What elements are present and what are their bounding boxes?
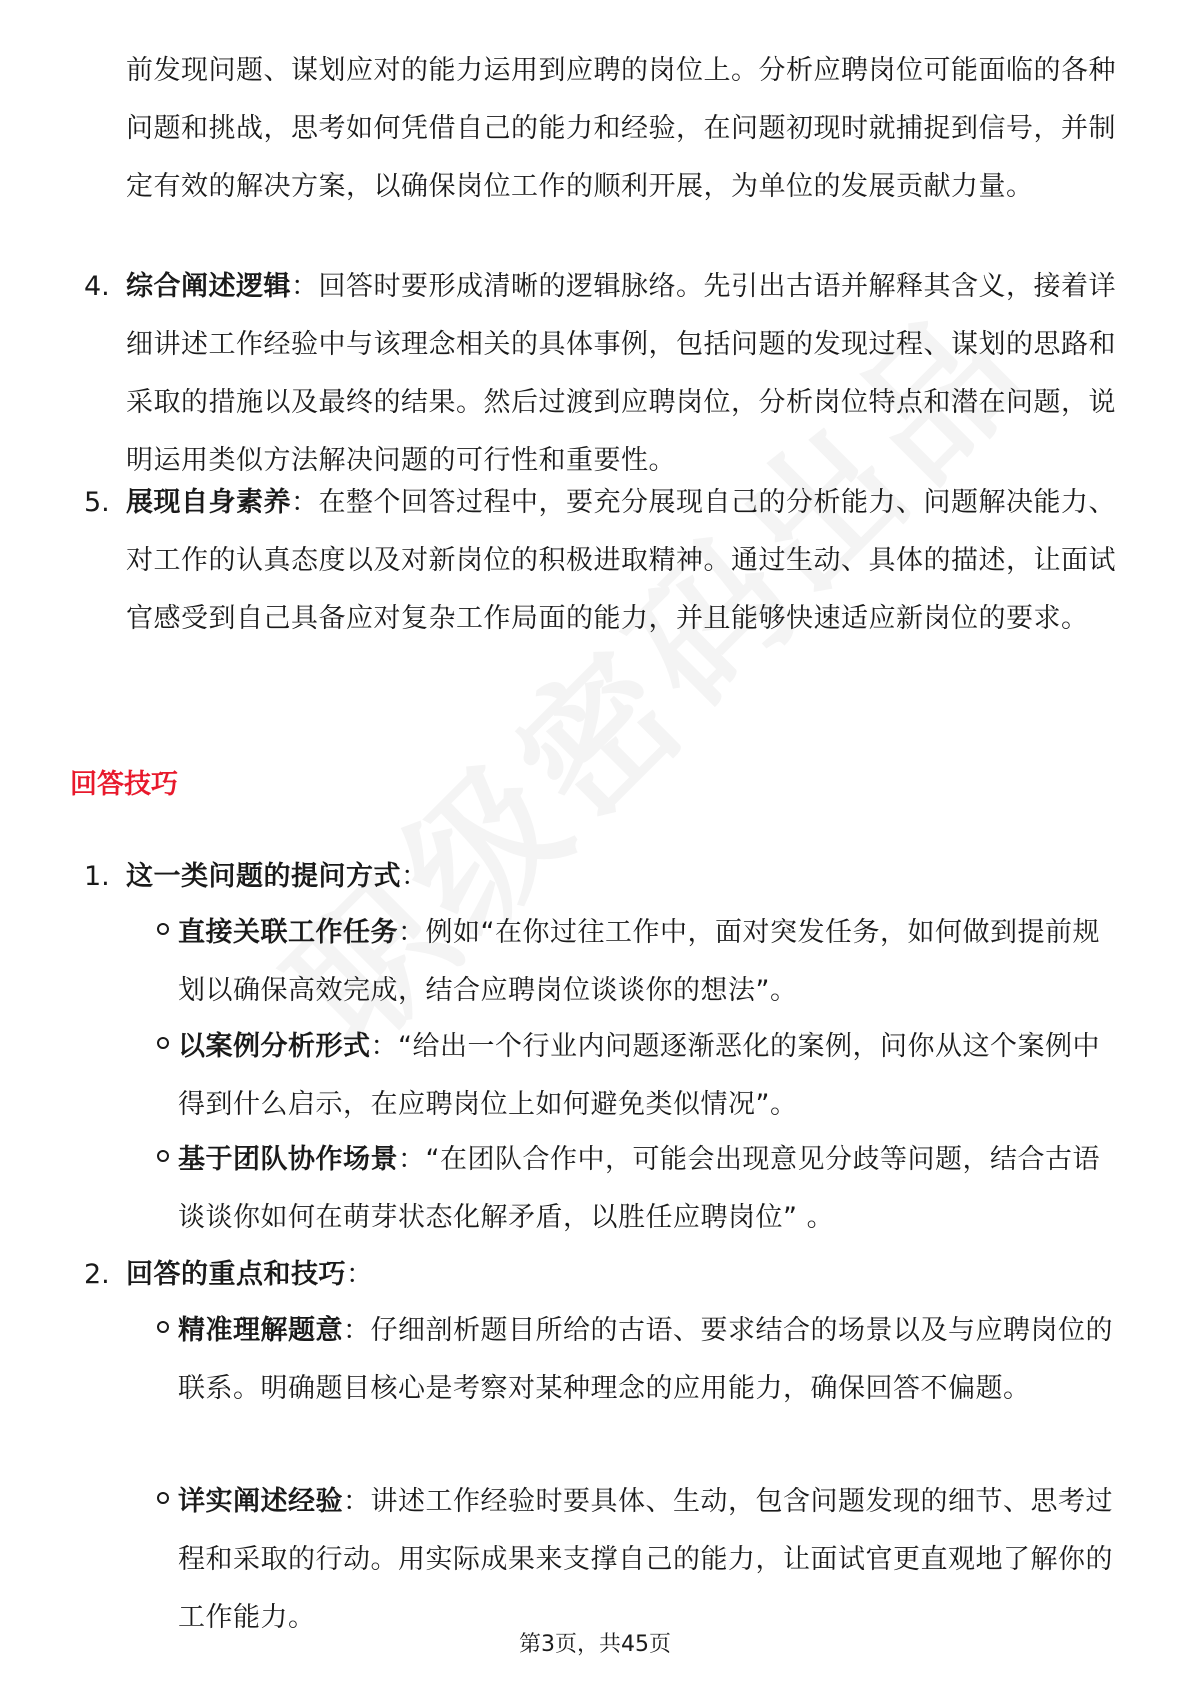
- sub-item-text: ：“在团队合作中，可能会出现意见分歧等问题，结合古语谈谈你如何在萌芽状态化解矛盾，以胜任应聘岗位” 。: [178, 1144, 1100, 1233]
- sub-item-title: 基于团队协作场景: [178, 1144, 398, 1175]
- list-item-colon: ：: [401, 861, 429, 892]
- page-number: 第3页，共45页: [519, 1632, 671, 1657]
- list-item: [126, 1246, 1116, 1304]
- section-heading: 回答技巧: [70, 769, 178, 800]
- list-number: 4.: [84, 271, 110, 302]
- bullet-icon: [155, 1148, 171, 1164]
- bullet-icon: [155, 1319, 171, 1335]
- list-item: [126, 258, 1116, 490]
- sub-item-title: 以案例分析形式: [178, 1031, 371, 1062]
- bullet-icon: [155, 921, 171, 937]
- sub-item-text: ：“给出一个行业内问题逐渐恶化的案例，问你从这个案例中得到什么启示，在应聘岗位上如何避免类似情况”。: [178, 1031, 1100, 1120]
- sub-list-item: [178, 1302, 1118, 1418]
- list-item-title: 回答的重点和技巧: [126, 1259, 346, 1290]
- bullet-icon: [155, 1035, 171, 1051]
- sub-item-title: 详实阐述经验: [178, 1486, 343, 1517]
- list-number: 2.: [84, 1259, 110, 1290]
- list-item-text: ：回答时要形成清晰的逻辑脉络。先引出古语并解释其含义，接着详细讲述工作经验中与该理念相关的具体事例，包括问题的发现过程、谋划的思路和采取的措施以及最终的结果。然后过渡到应聘岗位，分析岗位特点和潜在问题，说明运用类似方法解决问题的可行性和重要性。: [126, 271, 1116, 476]
- list-number: 5.: [84, 487, 110, 518]
- intro-paragraph: 前发现问题、谋划应对的能力运用到应聘的岗位上。分析应聘岗位可能面临的各种问题和挑战，思考如何凭借自己的能力和经验，在问题初现时就捕捉到信号，并制定有效的解决方案，以确保岗位工作的顺利开展，为单位的发展贡献力量。: [126, 55, 1116, 202]
- sub-list-item: [178, 1473, 1118, 1647]
- list-item-title: 这一类问题的提问方式: [126, 861, 401, 892]
- list-item: [126, 848, 1116, 906]
- sub-item-text: ：仔细剖析题目所给的古语、要求结合的场景以及与应聘岗位的联系。明确题目核心是考察对某种理念的应用能力，确保回答不偏题。: [178, 1315, 1113, 1404]
- list-item-title: 综合阐述逻辑: [126, 271, 291, 302]
- sub-item-text: ：讲述工作经验时要具体、生动，包含问题发现的细节、思考过程和采取的行动。用实际成果来支撑自己的能力，让面试官更直观地了解你的工作能力。: [178, 1486, 1113, 1633]
- list-item: [126, 474, 1116, 648]
- sub-list-item: [178, 1131, 1118, 1247]
- list-number: 1.: [84, 861, 110, 892]
- list-item-text: ：在整个回答过程中，要充分展现自己的分析能力、问题解决能力、对工作的认真态度以及对新岗位的积极进取精神。通过生动、具体的描述，让面试官感受到自己具备应对复杂工作局面的能力，并且能够快速适应新岗位的要求。: [126, 487, 1116, 634]
- sub-item-title: 直接关联工作任务: [178, 917, 398, 948]
- sub-item-title: 精准理解题意: [178, 1315, 343, 1346]
- list-item-colon: ：: [346, 1259, 374, 1290]
- list-item-title: 展现自身素养: [126, 487, 291, 518]
- sub-list-item: [178, 1018, 1118, 1134]
- bullet-icon: [155, 1490, 171, 1506]
- sub-list-item: [178, 904, 1118, 1020]
- sub-item-text: ：例如“在你过往工作中，面对突发任务，如何做到提前规划以确保高效完成，结合应聘岗位谈谈你的想法”。: [178, 917, 1100, 1006]
